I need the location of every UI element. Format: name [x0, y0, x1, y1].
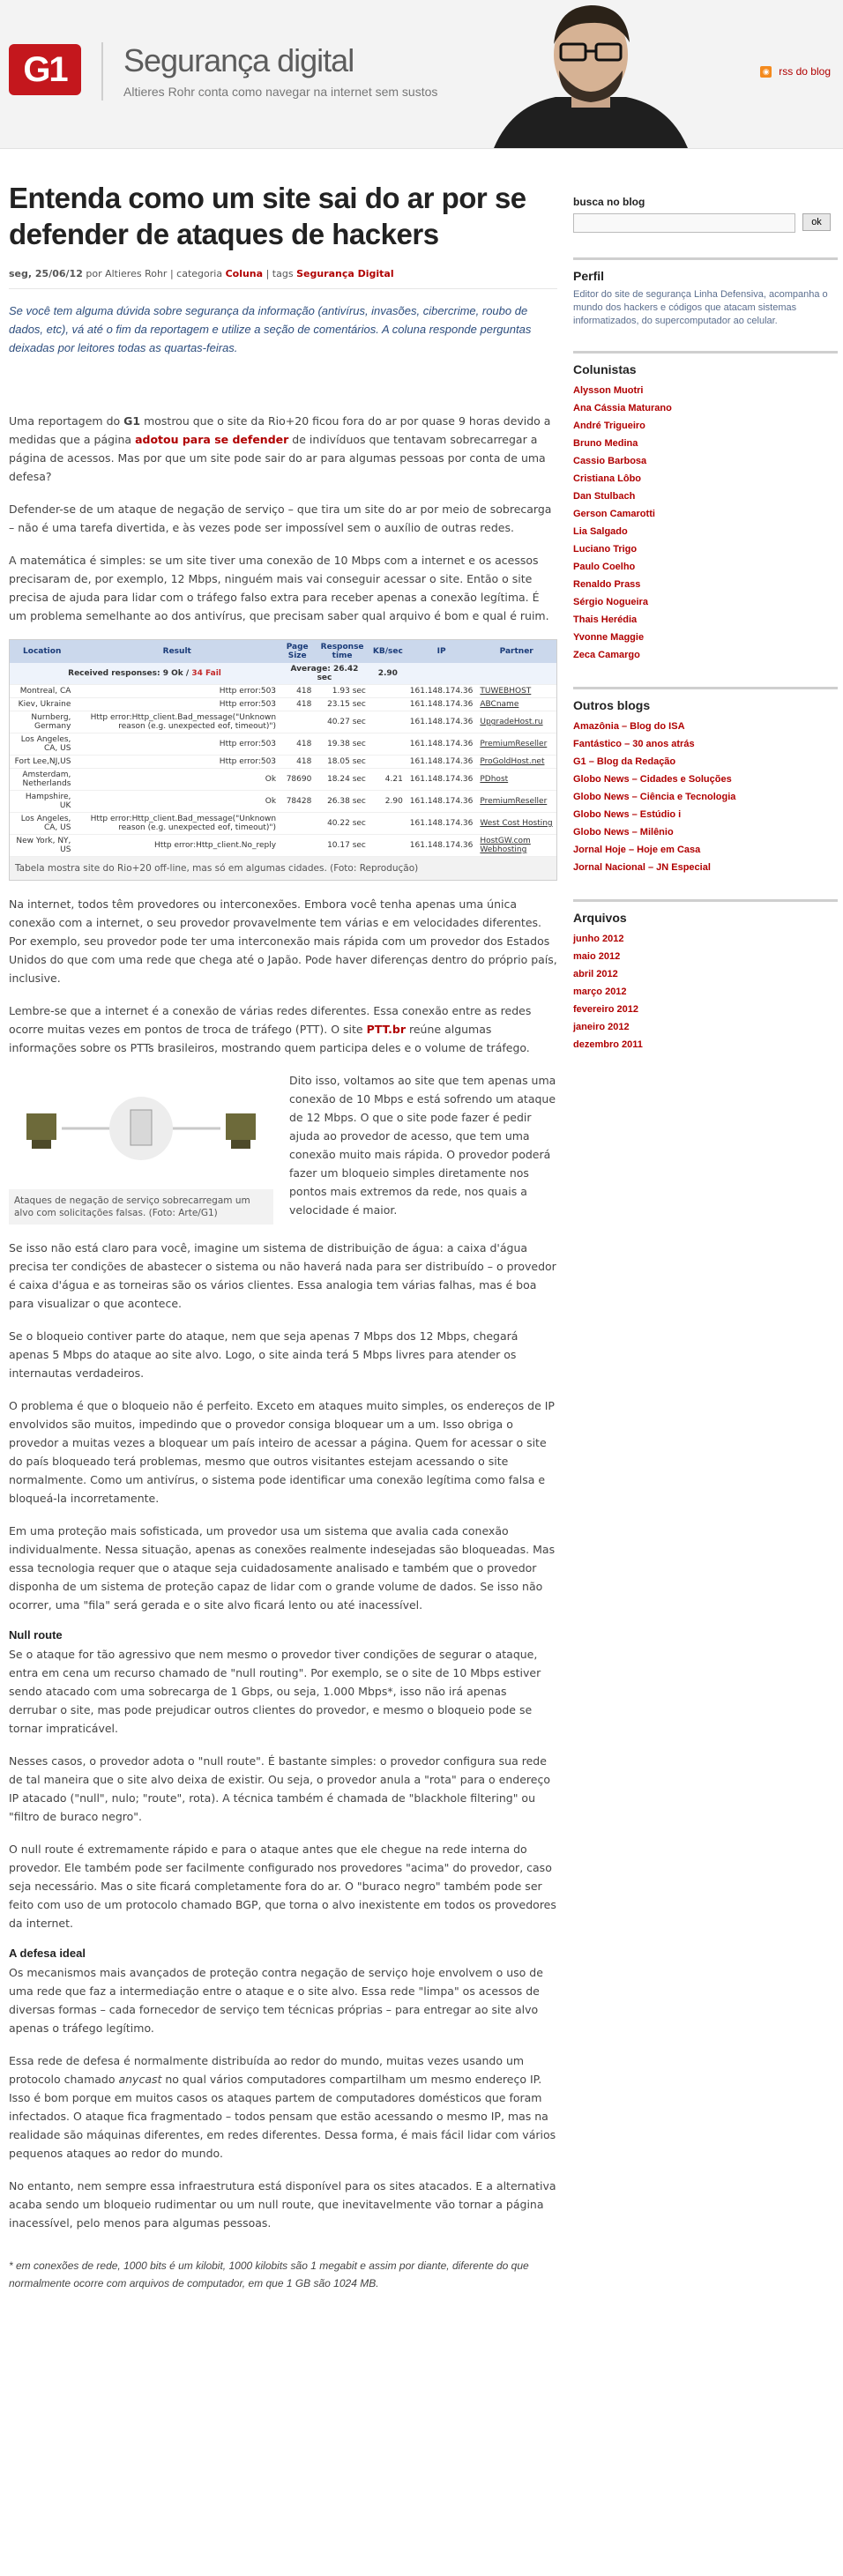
- table-row: [10, 698, 556, 711]
- time-cell: 40.22 sec: [315, 813, 369, 835]
- summary-cell: Received responses: 9 Ok / 34 Fail: [10, 663, 280, 685]
- archive-link[interactable]: maio 2012: [573, 951, 621, 962]
- g1-bold: G1: [123, 414, 141, 428]
- paragraph: Se o ataque for tão agressivo que nem mesmo o provedor tiver condições de segurar o ataque, entra em cena um recurso chamado de "null routing". Por exemplo, se o site de 10 Mbps estiver sendo atacado com uma sobrecarga de 1 Gbps, ou seja, 1.000 Mbps*, isso não irá apenas derrubar o site, mas pode prejudicar outros clientes do provedor, e mesmo o bloqueio pode se tornar impraticável.: [9, 1648, 541, 1735]
- colunistas-list: [573, 382, 838, 664]
- col-header: Result: [74, 640, 280, 663]
- search-input[interactable]: [573, 213, 795, 233]
- sidebar: [573, 196, 838, 1076]
- colunista-link[interactable]: Renaldo Prass: [573, 579, 641, 590]
- table-row: [10, 835, 556, 857]
- result-cell: Ok: [74, 769, 280, 791]
- table-row: [10, 711, 556, 733]
- search-label: busca no blog: [573, 196, 645, 208]
- rss-icon: ◉: [760, 66, 772, 78]
- col-header: Location: [10, 640, 74, 663]
- colunista-link[interactable]: Gerson Camarotti: [573, 509, 655, 519]
- col-header: Response time: [315, 640, 369, 663]
- size-cell: 418: [280, 685, 315, 698]
- location-cell: Los Angeles, CA, US: [10, 813, 74, 835]
- avg-time: 26.42 sec: [317, 665, 359, 682]
- perfil-title: Perfil: [573, 257, 838, 283]
- blog-link[interactable]: Globo News – Milênio: [573, 827, 674, 838]
- partner-link[interactable]: West Cost Hosting: [476, 813, 556, 835]
- location-cell: Fort Lee,NJ,US: [10, 756, 74, 769]
- ip-cell: 161.148.174.36: [407, 711, 477, 733]
- results-table-figure: [9, 639, 557, 881]
- size-cell: 418: [280, 756, 315, 769]
- kb-cell: [369, 698, 407, 711]
- arquivos-title: Arquivos: [573, 899, 838, 925]
- colunista-link[interactable]: André Trigueiro: [573, 421, 645, 431]
- partner-link[interactable]: PDhost: [476, 769, 556, 791]
- post-date: seg, 25/06/12: [9, 268, 83, 279]
- g1-logo[interactable]: G1: [9, 44, 81, 95]
- colunista-link[interactable]: Cristiana Lôbo: [573, 473, 642, 484]
- text-span: Lembre-se que a internet é a conexão de várias redes diferentes. Essa conexão entre as redes ocorre muitas vezes em pontos de troca de tráfego (PTT). O site: [9, 1004, 532, 1036]
- archive-link[interactable]: março 2012: [573, 986, 627, 997]
- colunista-link[interactable]: Yvonne Maggie: [573, 632, 645, 643]
- category-link[interactable]: Coluna: [225, 268, 264, 279]
- colunista-link[interactable]: Lia Salgado: [573, 526, 628, 537]
- col-header: Partner: [476, 640, 556, 663]
- partner-link[interactable]: HostGW.com Webhosting: [476, 835, 556, 857]
- kb-cell: [369, 813, 407, 835]
- colunista-link[interactable]: Zeca Camargo: [573, 650, 640, 660]
- inline-link-defense[interactable]: adotou para se defender: [135, 433, 289, 446]
- section-heading-null-route: Null route: [9, 1628, 63, 1642]
- post-lead: Se você tem alguma dúvida sobre segurança da informação (antivírus, invasões, cibercrime, roubo de dados, etc), vá até o fim da reportagem e utilize a seção de comentários. A coluna responde perguntas deixadas por leitores todas as quartas-feiras.: [9, 304, 532, 354]
- paragraph: Se isso não está claro para você, imagine um sistema de distribuição de água: a caixa d'água precisa ter condições de abastecer o sistema ou não haverá nada para ser distribuído – o provedor é caixa d'água e as torneiras são os vários clientes. Essa analogia tem várias falhas, mas é boa para visualizar o que acontece.: [9, 1241, 556, 1310]
- table-caption: Tabela mostra site do Rio+20 off-line, mas só em algumas cidades. (Foto: Reprodução): [10, 857, 556, 880]
- colunista-link[interactable]: Alysson Muotri: [573, 385, 644, 396]
- italic-term: anycast: [118, 2073, 162, 2086]
- header-divider: [101, 42, 103, 101]
- section-heading-defesa: A defesa ideal: [9, 1947, 86, 1960]
- avg-label: Average:: [290, 665, 331, 674]
- time-cell: 18.24 sec: [315, 769, 369, 791]
- colunista-link[interactable]: Ana Cássia Maturano: [573, 403, 672, 413]
- ip-cell: 161.148.174.36: [407, 733, 477, 756]
- size-cell: 78428: [280, 791, 315, 813]
- time-cell: 18.05 sec: [315, 756, 369, 769]
- result-cell: Http error:503: [74, 698, 280, 711]
- blog-link[interactable]: Jornal Hoje – Hoje em Casa: [573, 845, 701, 855]
- archive-link[interactable]: abril 2012: [573, 969, 618, 979]
- partner-link[interactable]: UpgradeHost.ru: [476, 711, 556, 733]
- ip-cell: 161.148.174.36: [407, 685, 477, 698]
- size-cell: 418: [280, 733, 315, 756]
- ip-cell: 161.148.174.36: [407, 756, 477, 769]
- post-author: por Altieres Rohr: [86, 268, 168, 279]
- summary-ok: 9 Ok: [162, 669, 183, 678]
- ddos-figure: [9, 1071, 273, 1225]
- tags-label: tags: [272, 268, 294, 279]
- paragraph: Nesses casos, o provedor adota o "null route". É bastante simples: o provedor configura sua rede de tal maneira que o site alvo deixa de existir. Ou seja, o provedor anula a "rota" para o endereço IP atacado ("null", nulo; "route", rota). A técnica também é chamada de "blackhole filtering" ou "filtro de buraco negro".: [9, 1754, 550, 1823]
- colunista-link[interactable]: Luciano Trigo: [573, 544, 638, 555]
- table-row: [10, 685, 556, 698]
- partner-link[interactable]: ABCname: [476, 698, 556, 711]
- location-cell: Amsterdam, Netherlands: [10, 769, 74, 791]
- avg-kb: 2.90: [369, 663, 407, 685]
- search-form: [573, 213, 838, 233]
- search-button[interactable]: ok: [802, 213, 831, 231]
- table-row: [10, 791, 556, 813]
- kb-cell: [369, 835, 407, 857]
- table-row: [10, 756, 556, 769]
- paragraph: A matemática é simples: se um site tiver uma conexão de 10 Mbps com a internet e os acessos precisaram de, por exemplo, 12 Mbps, ninguém mais vai conseguir acessar o site. Então o site precisa de ajuda para lidar com o tráfego falso extra para receber apenas a conexão legítima. É um problema semelhante ao dos antivírus, que precisam saber qual arquivo é bom e qual é ruim.: [9, 554, 549, 622]
- result-cell: Http error:503: [74, 756, 280, 769]
- result-cell: Http error:503: [74, 733, 280, 756]
- post-meta: seg, 25/06/12 por Altieres Rohr | categoria Coluna | tags Segurança Digital: [9, 268, 557, 289]
- location-cell: Nurnberg, Germany: [10, 711, 74, 733]
- arquivos-list: [573, 930, 838, 1053]
- col-header: IP: [407, 640, 477, 663]
- location-cell: New York, NY, US: [10, 835, 74, 857]
- kb-cell: [369, 685, 407, 698]
- colunistas-block: [573, 351, 838, 664]
- size-cell: 78690: [280, 769, 315, 791]
- blogs-title: Outros blogs: [573, 687, 838, 712]
- kb-cell: 4.21: [369, 769, 407, 791]
- blog-title[interactable]: Segurança digital: [123, 42, 354, 78]
- paragraph: O null route é extremamente rápido e para o ataque antes que ele chegue na rede interna do provedor. Ele também pode ser facilmente configurado nos provedores "acima" do provedor, caso seja necessário. Mas o site ficará completamente fora do ar. O "buraco negro" também pode ser feito com uso de um protocolo chamado BGP, que torna o alvo inexistente em todos os provedores da internet.: [9, 1843, 556, 1930]
- location-cell: Los Angeles, CA, US: [10, 733, 74, 756]
- colunistas-title: Colunistas: [573, 351, 838, 376]
- time-cell: 1.93 sec: [315, 685, 369, 698]
- location-cell: Hampshire, UK: [10, 791, 74, 813]
- result-cell: Http error:503: [74, 685, 280, 698]
- author-portrait: [476, 0, 705, 148]
- blog-link[interactable]: Globo News – Estúdio i: [573, 809, 682, 820]
- post-title[interactable]: Entenda como um site sai do ar por se defender de ataques de hackers: [9, 182, 526, 250]
- ip-cell: 161.148.174.36: [407, 813, 477, 835]
- time-cell: 10.17 sec: [315, 835, 369, 857]
- text-span: no qual vários computadores compartilham um mesmo endereço IP. Isso é bom porque em muitos casos os ataques partem de computadores domésticos que foram infectados. O ataque fica fragmentado – todos pensam que estão acessando o mesmo IP, mas na realidade são máquinas diferentes, em redes diferentes. Dessa forma, é mais fácil lidar com vários pequenos ataques ao redor do mundo.: [9, 2073, 556, 2160]
- table-row: [10, 733, 556, 756]
- paragraph: Os mecanismos mais avançados de proteção contra negação de serviço hoje envolvem o uso de uma rede que faz a intermediação entre o ataque e o site alvo. Essa rede "limpa" os acessos de diversas formas – cada fornecedor de serviço tem técnicas próprias – para entregar ao site alvo apenas o tráfego legítimo.: [9, 1966, 543, 2035]
- time-cell: 23.15 sec: [315, 698, 369, 711]
- perfil-text: Editor do site de segurança Linha Defensiva, acompanha o mundo dos hackers e códigos que atacam sistemas informatizados, do supercomputador ao celular.: [573, 289, 828, 326]
- size-cell: [280, 711, 315, 733]
- paragraph: O problema é que o bloqueio não é perfeito. Exceto em ataques muito simples, os endereços de IP envolvidos são muitos, impedindo que o provedor consiga bloquear um a um. Isso obriga o provedor a muitas vezes a bloquear um país inteiro de acessar a página. Quem for acessar o site do país bloqueado terá problemas, mesmo que outros visitantes estejam acessando o site normalmente. Como um antivírus, o sistema pode identificar uma conexão legítima como falsa e bloqueá-la incorretamente.: [9, 1399, 555, 1505]
- size-cell: [280, 813, 315, 835]
- category-label: categoria: [176, 268, 223, 279]
- blog-link[interactable]: Globo News – Cidades e Soluções: [573, 774, 732, 785]
- figure-block: [9, 1071, 557, 1225]
- blog-header: [0, 0, 843, 149]
- archive-link[interactable]: dezembro 2011: [573, 1039, 643, 1050]
- ip-cell: 161.148.174.36: [407, 791, 477, 813]
- perfil-block: [573, 257, 838, 328]
- summary-fail: 34 Fail: [191, 669, 221, 678]
- summary-avg: [280, 663, 369, 685]
- text-span: Uma reportagem do: [9, 414, 124, 428]
- result-cell: Http error:Http_client.No_reply: [74, 835, 280, 857]
- summary-empty: [407, 663, 556, 685]
- col-header: Page Size: [280, 640, 315, 663]
- table-row: [10, 813, 556, 835]
- paragraph: Defender-se de um ataque de negação de serviço – que tira um site do ar por meio de sobrecarga – não é uma tarefa divertida, e às vezes pode ser impossível sem o auxílio de outras redes.: [9, 503, 552, 534]
- archive-link[interactable]: junho 2012: [573, 934, 624, 944]
- size-cell: 418: [280, 698, 315, 711]
- location-cell: Kiev, Ukraine: [10, 698, 74, 711]
- archive-link[interactable]: janeiro 2012: [573, 1022, 630, 1032]
- blog-link[interactable]: Globo News – Ciência e Tecnologia: [573, 792, 736, 802]
- time-cell: 40.27 sec: [315, 711, 369, 733]
- paragraph: Se o bloqueio contiver parte do ataque, nem que seja apenas 7 Mbps dos 12 Mbps, chegará apenas 5 Mbps do ataque ao site alvo. Logo, o site ainda terá 5 Mbps livres para atender os internautas verdadeiros.: [9, 1329, 518, 1380]
- kb-cell: [369, 733, 407, 756]
- colunista-link[interactable]: Thais Herédia: [573, 614, 638, 625]
- text-span: reúne algumas informações sobre os PTTs brasileiros, mostrando quem participa deles e o volume de tráfego.: [9, 1023, 530, 1054]
- arquivos-block: [573, 899, 838, 1053]
- rss-label[interactable]: rss do blog: [779, 65, 831, 78]
- text-span: Essa rede de defesa é normalmente distribuída ao redor do mundo, muitas vezes usando um protocolo chamado: [9, 2054, 525, 2086]
- blog-link[interactable]: G1 – Blog da Redação: [573, 756, 676, 767]
- result-cell: Http error:Http_client.Bad_message("Unknown reason (e.g. unexpected eof, timeout)"): [74, 813, 280, 835]
- colunista-link[interactable]: Sérgio Nogueira: [573, 597, 648, 607]
- colunista-link[interactable]: Dan Stulbach: [573, 491, 636, 502]
- colunista-link[interactable]: Cassio Barbosa: [573, 456, 647, 466]
- footnote: * em conexões de rede, 1000 bits é um kilobit, 1000 kilobits são 1 megabit e assim por diante, diferente do que normalmente ocorre com arquivos de computador, em que 1 GB são 1024 MB.: [9, 2260, 529, 2289]
- colunista-link[interactable]: Bruno Medina: [573, 438, 638, 449]
- partner-link[interactable]: PremiumReseller: [476, 791, 556, 813]
- kb-cell: [369, 711, 407, 733]
- tag-link[interactable]: Segurança Digital: [296, 268, 394, 279]
- partner-link[interactable]: PremiumReseller: [476, 733, 556, 756]
- text-span: mostrou que o site da Rio+20 ficou fora do ar por quase 9 horas devido a medidas que a página: [9, 414, 551, 446]
- location-cell: Montreal, CA: [10, 685, 74, 698]
- ddos-illustration: [9, 1071, 273, 1186]
- size-cell: [280, 835, 315, 857]
- blog-subtitle: Altieres Rohr conta como navegar na internet sem sustos: [123, 85, 438, 99]
- paragraph: No entanto, nem sempre essa infraestrutura está disponível para os sites atacados. E a alternativa acaba sendo um bloqueio rudimentar ou um null route, que inevitavelmente vão tornar a página inacessível, pelo menos para algumas pessoas.: [9, 2179, 556, 2230]
- blog-link[interactable]: Amazônia – Blog do ISA: [573, 721, 685, 732]
- text-span: de indivíduos que tentavam sobrecarregar a página de acessos. Mas por que um site pode sair do ar para algumas pessoas por conta de uma defesa?: [9, 433, 546, 483]
- blog-link[interactable]: Fantástico – 30 anos atrás: [573, 739, 695, 749]
- paragraph: [9, 2051, 557, 2163]
- paragraph: [9, 412, 557, 486]
- kb-cell: 2.90: [369, 791, 407, 813]
- table-row: [10, 769, 556, 791]
- partner-link[interactable]: TUWEBHOST: [476, 685, 556, 698]
- paragraph: Na internet, todos têm provedores ou interconexões. Embora você tenha apenas uma única conexão com a internet, o seu provedor provavelmente tem várias e em velocidades diferentes. Por exemplo, seu provedor pode ter uma interconexão mais rápida com um provedor dos Estados Unidos do que com uma rede que chega até o Japão. Pode haver diferenças dentro do próprio país, inclusive.: [9, 897, 557, 985]
- partner-link[interactable]: ProGoldHost.net: [476, 756, 556, 769]
- ip-cell: 161.148.174.36: [407, 769, 477, 791]
- results-table: [10, 640, 556, 857]
- blogs-list: [573, 718, 838, 876]
- paragraph: [9, 1001, 557, 1057]
- blog-link[interactable]: Jornal Nacional – JN Especial: [573, 862, 711, 873]
- paragraph: Dito isso, voltamos ao site que tem apenas uma conexão de 10 Mbps e está sofrendo um ataque de 12 Mbps. O que o site pode fazer é pedir ajuda ao provedor de acesso, que tem uma conexão muito mais rápida. O provedor poderá fazer um bloqueio simples diretamente nos pontos mais extremos da rede, nos quais a velocidade é maior.: [289, 1074, 556, 1217]
- result-cell: Http error:Http_client.Bad_message("Unknown reason (e.g. unexpected eof, timeout)"): [74, 711, 280, 733]
- time-cell: 19.38 sec: [315, 733, 369, 756]
- ip-cell: 161.148.174.36: [407, 698, 477, 711]
- summary-label: Received responses:: [68, 669, 160, 678]
- post-content: [9, 180, 557, 2292]
- figure-caption: Ataques de negação de serviço sobrecarregam um alvo com solicitações falsas. (Foto: Arte/G1): [9, 1189, 273, 1225]
- table-summary-row: [10, 663, 556, 685]
- rss-link[interactable]: [760, 65, 831, 78]
- time-cell: 26.38 sec: [315, 791, 369, 813]
- paragraph: Em uma proteção mais sofisticada, um provedor usa um sistema que avalia cada conexão individualmente. Nessa situação, apenas as conexões realmente indesejadas são bloqueadas. Mas essa tecnologia requer que o ataque seja cuidadosamente analisado e também que o provedor disponha de um sistema de proteção capaz de lidar com o grande volume de dados. Se isso não ocorrer, uma "fila" será gerada e o site alvo ficará lento ou até inacessível.: [9, 1524, 556, 1612]
- blogs-block: [573, 687, 838, 876]
- table-header-row: [10, 640, 556, 663]
- result-cell: Ok: [74, 791, 280, 813]
- colunista-link[interactable]: Paulo Coelho: [573, 562, 636, 572]
- kb-cell: [369, 756, 407, 769]
- col-header: KB/sec: [369, 640, 407, 663]
- inline-link-ptt[interactable]: PTT.br: [366, 1023, 407, 1036]
- archive-link[interactable]: fevereiro 2012: [573, 1004, 638, 1015]
- ip-cell: 161.148.174.36: [407, 835, 477, 857]
